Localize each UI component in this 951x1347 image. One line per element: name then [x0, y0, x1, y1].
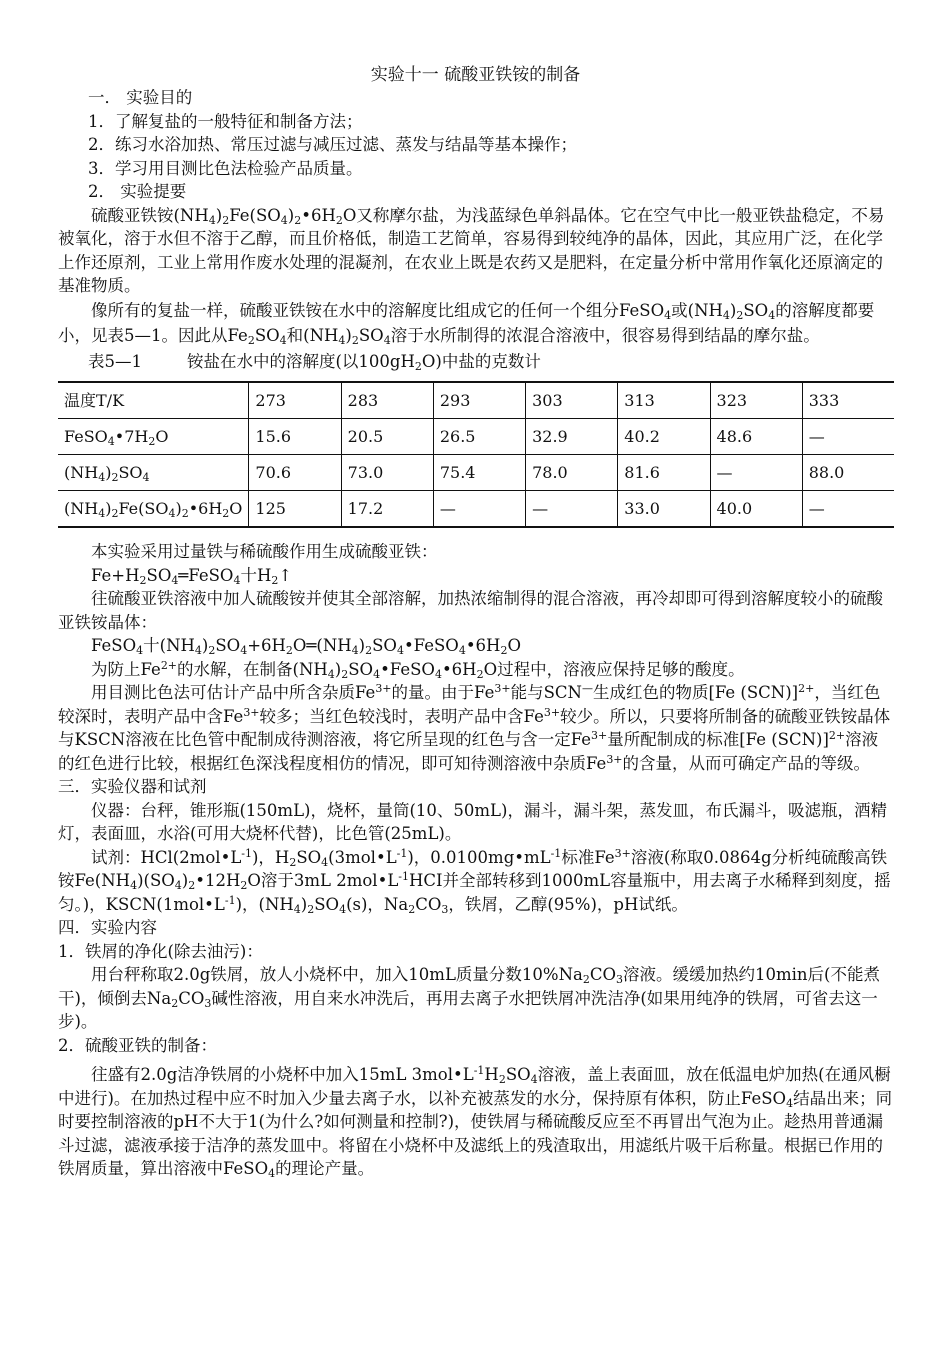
subsection-heading: 1．铁屑的净化(除去油污)：	[58, 941, 263, 961]
table-cell: 81.6	[618, 455, 710, 491]
paragraph: 往硫酸亚铁溶液中加人硫酸铵并使其全部溶解，加热浓缩制得的混合溶液，再冷却即可得到溶解度较小的硫酸亚铁铵晶体：	[58, 589, 883, 632]
table-cell: 70.6	[249, 455, 341, 491]
body-block	[58, 86, 893, 1181]
paragraph: 为防上$Fe^{2+}$的水解，在制备$(NH_4)_2SO_4•FeSO_4•6H_2O$过程中，溶液应保持足够的酸度。	[91, 658, 745, 681]
table-cell: 75.4	[433, 455, 525, 491]
header-cell: 303	[526, 382, 618, 419]
row-label: $(NH_4)_2Fe(SO_4)_2•6H_2O$	[58, 491, 249, 528]
document-title: 实验十一 硫酸亚铁铵的制备	[370, 65, 581, 85]
table-cell: 78.0	[526, 455, 618, 491]
table-cell: 33.0	[618, 491, 710, 528]
header-cell: 温度T/K	[58, 382, 249, 419]
section-heading: 四．实验内容	[58, 918, 157, 937]
table-cell: 17.2	[341, 491, 433, 528]
header-cell: 283	[341, 382, 433, 419]
paragraph: 试剂：$HCl(2mol•L^{-1})$，$H_2SO_4(3mol•L^{-1})$，$0.0100mg•mL^{-1}$标准$Fe^{3+}$溶液(称取0.0864g分析纯硫酸高铁铵$Fe(NH_4)(SO_4)_2•12H_2O$溶于3mL $2mol•L^{-1}HCI$并全部转移到1000mL容量瓶中，用去离子水稀释到刻度，摇匀。)，$KSCN(1mol•L^{-1})$，$(NH_4)_2SO_4(s)$，$Na_2CO_3$，铁屑，乙醇(95%)，pH试纸。	[58, 846, 891, 916]
table-cell: 88.0	[802, 455, 894, 491]
row-label: $FeSO_4•7H_2O$	[58, 419, 249, 455]
table-row	[58, 455, 894, 491]
row-label: $(NH_4)_2SO_4$	[58, 455, 249, 491]
table-cell: —	[526, 491, 618, 528]
header-cell: 323	[710, 382, 802, 419]
table-cell: 48.6	[710, 419, 802, 455]
table-row	[58, 419, 894, 455]
table-row	[58, 491, 894, 528]
paragraph: 本实验采用过量铁与稀硫酸作用生成硫酸亚铁：	[91, 542, 438, 561]
section-heading: 2． 实验提要	[88, 182, 187, 201]
solubility-table	[58, 381, 894, 528]
list-item: 2．练习水浴加热、常压过滤与减压过滤、蒸发与结晶等基本操作；	[88, 135, 577, 154]
subsection-heading: 2．硫酸亚铁的制备：	[58, 1035, 217, 1055]
paragraph: 用台秤称取2.0g铁屑，放人小烧杯中，加入10mL质量分数$10\%Na_2CO_3$溶液。缓缓加热约10min后(不能煮干)，倾倒去$Na_2CO_3$碱性溶液，用自来水冲洗后，再用去离子水把铁屑冲洗洁净(如果用纯净的铁屑，可省去这一步)。	[58, 965, 880, 1031]
header-cell: 273	[249, 382, 341, 419]
table-cell: —	[433, 491, 525, 528]
equation: $Fe+H_2SO_4═FeSO_4$十$H_2↑$	[91, 565, 293, 587]
table-cell: 125	[249, 491, 341, 528]
table-cell: —	[802, 419, 894, 455]
table-cell: 26.5	[433, 419, 525, 455]
header-cell: 313	[618, 382, 710, 419]
paragraph: 仪器：台秤，锥形瓶(150mL)，烧杯，量筒(10、50mL)，漏斗，漏斗架，蒸发皿，布氏漏斗，吸滤瓶，酒精灯，表面皿，水浴(可用大烧杯代替)，比色管(25mL)。	[58, 800, 887, 843]
table-cell: 20.5	[341, 419, 433, 455]
list-item: 3．学习用目测比色法检验产品质量。	[88, 158, 363, 178]
table-header-row	[58, 382, 894, 419]
table-caption: 表5—1 铵盐在水中的溶解度(以$100gH_2O$)中盐的克数计	[88, 351, 541, 373]
table-cell: 15.6	[249, 419, 341, 455]
paragraph: 往盛有2.0g洁净铁屑的小烧杯中加入15mL $3mol•L^{-1}H_2SO_4$溶液，盖上表面皿，放在低温电炉加热(在通风橱中进行)。在加热过程中应不时加入少量去离子水，以补充被蒸发的水分，保持原有体积，防止FeSO$_4$结晶出来；同时要控制溶液的pH不大于1(为什么?如何测量和控制?)，使铁屑与稀硫酸反应至不再冒出气泡为止。趁热用普通漏斗过滤，滤液承接于洁净的蒸发皿中。将留在小烧杯中及滤纸上的残渣取出，用滤纸片吸干后称量。根据已作用的铁屑质量，算出溶液中FeSO$_4$的理论产量。	[58, 1064, 893, 1180]
table-cell: 40.0	[710, 491, 802, 528]
paragraph: 硫酸亚铁铵$(NH_4)_2Fe(SO_4)_2•6H_2O$又称摩尔盐，为浅蓝绿色单斜晶体。它在空气中比一般亚铁盐稳定，不易被氧化，溶于水但不溶于乙醇，而且价格低，制造工艺简单，容易得到较纯净的晶体，因此，其应用广泛，在化学上作还原剂，工业上常用作废水处理的混凝剂，在农业上既是农药又是肥料，在定量分析中常用作氧化还原滴定的基准物质。	[58, 205, 885, 295]
table-cell: 73.0	[341, 455, 433, 491]
header-cell: 293	[433, 382, 525, 419]
section-heading: 三．实验仪器和试剂	[58, 777, 207, 796]
equation: FeSO$_4$十$(NH_4)_2SO_4+6H_2O═(NH_4)_2SO_4•FeSO_4•6H_2O$	[91, 636, 521, 657]
table-cell: 32.9	[526, 419, 618, 455]
table-cell: 40.2	[618, 419, 710, 455]
table-cell: —	[802, 491, 894, 528]
list-item: 1．了解复盐的一般特征和制备方法；	[88, 111, 363, 131]
section-heading: 一． 实验目的	[88, 88, 193, 107]
header-cell: 333	[802, 382, 894, 419]
paragraph: 像所有的复盐一样，硫酸亚铁铵在水中的溶解度比组成它的任何一个组分FeSO$_4$或$(NH_4)_2SO_4$的溶解度都要小，见表5—1。因此从$Fe_2SO_4$和$(NH_4)_2SO_4$溶于水所制得的浓混合溶液中，很容易得到结晶的摩尔盐。	[58, 300, 875, 347]
table-cell: —	[710, 455, 802, 491]
paragraph: 用目测比色法可估计产品中所含杂质$Fe^{3+}$的量。由于$Fe^{3+}$能与SCN—生成红色的物质[Fe (SCN)]$^{2+}$，当红色较深时，表明产品中含$Fe^{3+}$较多；当红色较浅时，表明产品中含$Fe^{3+}$较少。所以，只要将所制备的硫酸亚铁铵晶体与KSCN溶液在比色管中配制成待测溶液，将它所呈现的红色与含一定$Fe^{3+}$量所配制成的标准[Fe (SCN)]$^{2+}$溶液的红色进行比较，根据红色深浅程度相仿的情况，即可知待测溶液中杂质$Fe^{3+}$的含量，从而可确定产品的等级。	[58, 682, 891, 773]
